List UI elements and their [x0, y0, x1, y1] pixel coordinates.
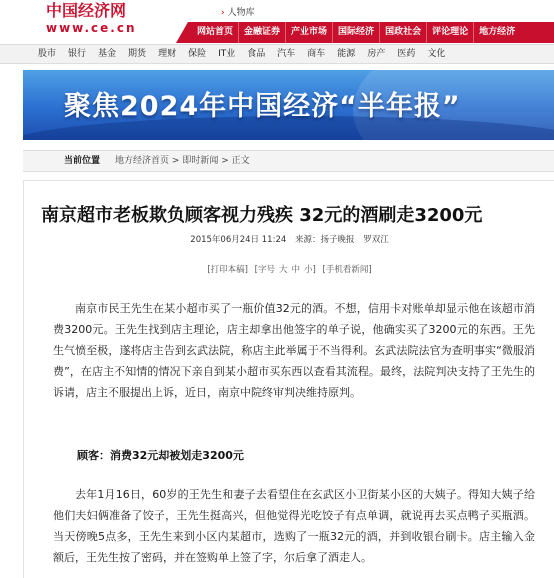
banner-headline: 聚焦2024年中国经济“半年报”: [64, 91, 461, 122]
nav-item[interactable]: 网站首页: [197, 27, 234, 37]
article-meta: [24, 233, 554, 245]
article-subheading: 顾客：消费32元却被划走3200元: [77, 449, 244, 462]
site-header: [0, 0, 554, 44]
article-source[interactable]: 来源：扬子晚报: [294, 235, 355, 245]
nav-item[interactable]: 金融证券: [238, 22, 285, 43]
category-item[interactable]: 保险: [188, 49, 207, 59]
font-size-large[interactable]: 大: [278, 265, 288, 275]
breadcrumb-path: [115, 151, 250, 171]
promo-banner[interactable]: [23, 70, 554, 140]
category-item[interactable]: 理财: [158, 49, 177, 59]
category-nav: [0, 44, 554, 64]
breadcrumb: [23, 150, 554, 172]
nav-item[interactable]: 地方经济: [473, 22, 520, 43]
breadcrumb-link-news[interactable]: 即时新闻: [182, 156, 219, 166]
logo-chinese-name: 中国经济网: [46, 1, 127, 20]
breadcrumb-lead: 当前位置: [64, 156, 101, 166]
category-item[interactable]: 食品: [247, 49, 266, 59]
category-item[interactable]: 期货: [128, 49, 147, 59]
nav-item[interactable]: 评论理论: [426, 22, 473, 43]
category-item[interactable]: 股市: [38, 49, 57, 59]
article-date: 2015年06月24日 11:24: [190, 235, 287, 245]
nav-item[interactable]: 产业市场: [285, 22, 332, 43]
category-item[interactable]: 银行: [68, 49, 87, 59]
font-size-small[interactable]: 小]: [304, 265, 316, 275]
breadcrumb-separator: >: [221, 156, 229, 166]
nav-item[interactable]: 国政社会: [379, 22, 426, 43]
breadcrumb-current: 正文: [231, 156, 250, 166]
breadcrumb-link-local-home[interactable]: 地方经济首页: [115, 156, 170, 166]
mobile-news-link[interactable]: [手机看新闻]: [322, 265, 372, 275]
category-item[interactable]: 文化: [427, 49, 446, 59]
nav-slant-decoration: [176, 22, 188, 43]
article: [23, 180, 554, 578]
chevron-right-icon: ›: [221, 8, 225, 18]
category-item[interactable]: IT业: [218, 49, 236, 59]
article-author: 罗双江: [363, 235, 389, 245]
nav-item[interactable]: 国际经济: [332, 22, 379, 43]
top-crumb-label: 人物库: [227, 8, 255, 18]
category-item[interactable]: 商车: [307, 49, 326, 59]
article-paragraph: 南京市民王先生在某小超市买了一瓶价值32元的酒。不想，信用卡对账单却显示他在该超市消费3200元。王先生找到店主理论，店主却拿出他签字的单子说，他确实买了3200元的东西。王先生气愤至极，遂将店主告到玄武法院，称店主此举属于不当得利。玄武法院法官为查明事实“微服消费”，在店主不知情的情况下亲自到某小超市买东西以查看其流程。最终，法院判决支持了王先生的诉请，店主不服提出上诉，近日，南京中院终审判决维持原判。: [53, 302, 535, 399]
font-size-medium[interactable]: 中: [291, 265, 301, 275]
article-title: 南京超市老板欺负顾客视力残疾 32元的酒刷走3200元: [41, 205, 483, 226]
print-link[interactable]: [打印本稿]: [207, 265, 248, 275]
top-crumb[interactable]: [221, 5, 255, 18]
logo-url: www.ce.cn: [46, 21, 137, 35]
breadcrumb-separator: >: [171, 156, 180, 166]
article-tools: [24, 263, 554, 275]
category-item[interactable]: 能源: [337, 49, 356, 59]
category-item[interactable]: 医药: [397, 49, 416, 59]
site-logo[interactable]: [46, 2, 138, 38]
category-item[interactable]: 汽车: [277, 49, 296, 59]
category-item[interactable]: 基金: [98, 49, 117, 59]
article-paragraph: 去年1月16日，60岁的王先生和妻子去看望住在玄武区小卫街某小区的大姨子。得知大姨子给他们夫妇俩准备了饺子，王先生挺高兴，但他觉得光吃饺子有点单调，就说再去买点鸭子买瓶酒。当天傍晚5点多，王先生来到小区内某超市，选购了一瓶32元的酒，并到收银台刷卡。店主输入金额后，王先生按了密码，并在签购单上签了字，尔后拿了酒走人。: [53, 488, 535, 564]
category-item[interactable]: 房产: [367, 49, 386, 59]
main-nav: [176, 22, 554, 43]
font-size-label: [字号: [254, 265, 275, 275]
